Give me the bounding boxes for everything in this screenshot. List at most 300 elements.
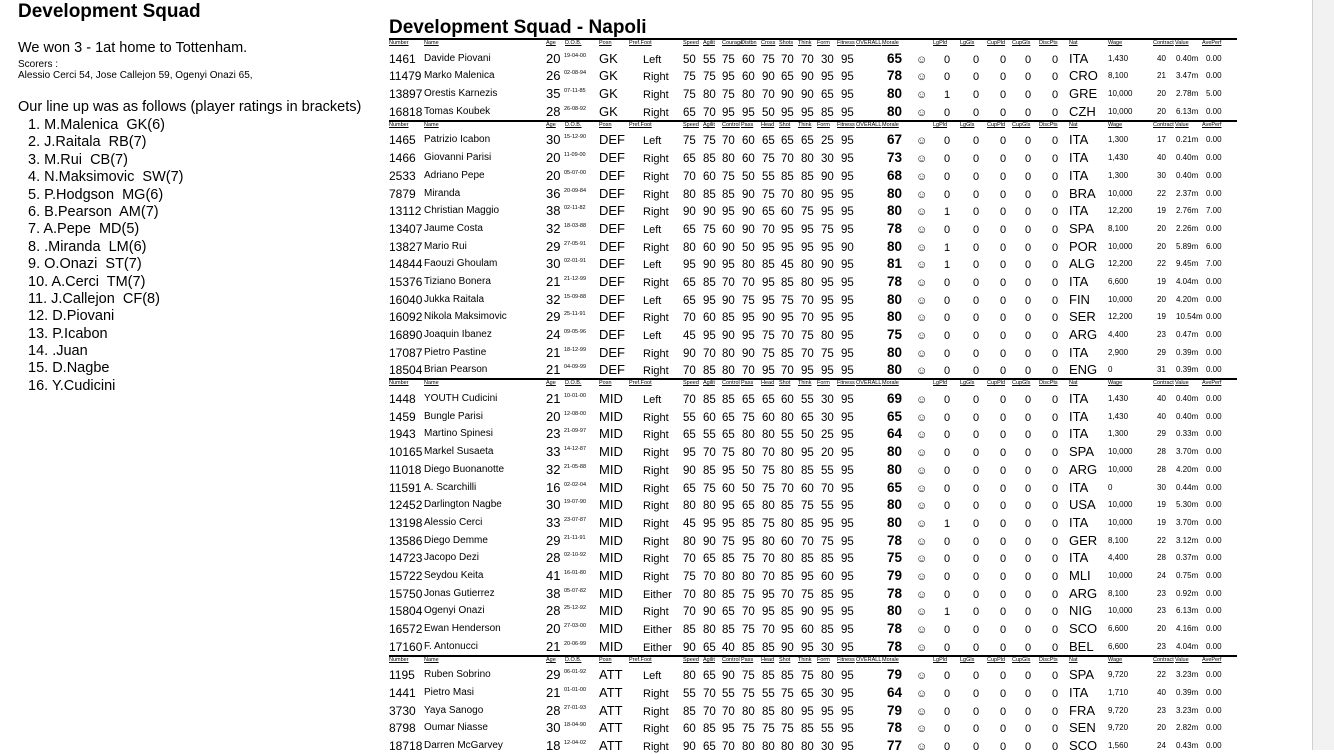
player-attribute: 95 [821, 241, 834, 254]
player-stat-cp: 0 [1000, 188, 1007, 201]
player-nationality: CRO [1069, 68, 1098, 84]
player-aveperf: 7.00 [1206, 206, 1222, 216]
player-stat-lp: 0 [944, 570, 951, 583]
player-attribute: 95 [841, 153, 854, 166]
column-header: Speed [683, 656, 699, 663]
table-row [389, 84, 1237, 102]
player-attribute: 90 [762, 71, 775, 84]
player-dob: 12-08-00 [564, 410, 587, 417]
player-attribute: 95 [703, 294, 716, 307]
table-row [389, 389, 1237, 407]
player-attribute: 95 [781, 312, 794, 325]
player-attribute: 85 [742, 517, 755, 530]
player-attribute: 70 [762, 624, 775, 636]
player-position: MID [599, 479, 623, 495]
player-attribute: 95 [841, 170, 854, 183]
column-header: LgGls [960, 380, 975, 387]
player-stat-cg: 0 [1025, 365, 1032, 378]
player-attribute: 70 [703, 705, 716, 718]
player-stat-lg: 0 [973, 135, 980, 148]
player-attribute: 70 [722, 276, 735, 289]
player-stat-lp: 0 [944, 106, 951, 119]
player-attribute: 85 [703, 723, 716, 736]
player-value: 0.37m [1176, 553, 1199, 563]
player-stat-dp: 0 [1052, 312, 1059, 325]
player-attribute: 95 [781, 223, 794, 236]
player-number: 11591 [389, 480, 422, 495]
player-aveperf: 0.00 [1206, 500, 1222, 510]
player-stat-lp: 0 [944, 365, 951, 378]
player-contract: 19 [1157, 500, 1166, 510]
player-attribute: 95 [683, 259, 696, 272]
player-stat-cp: 0 [1000, 153, 1007, 166]
column-header: D.O.B. [565, 380, 582, 387]
player-attribute: 75 [722, 89, 735, 102]
player-position: MID [599, 391, 623, 407]
player-position: DEF [599, 344, 625, 360]
player-attribute: 85 [703, 464, 716, 477]
match-result: We won 3 - 1at home to Tottenham. [18, 40, 248, 56]
player-attribute: 55 [781, 429, 794, 442]
column-header: Nat [1069, 380, 1078, 387]
player-attribute: 60 [742, 135, 755, 148]
player-stat-cg: 0 [1025, 394, 1032, 407]
player-age: 32 [546, 291, 561, 307]
player-position: MID [599, 585, 623, 601]
player-number: 1195 [389, 668, 415, 683]
player-stat-lp: 0 [944, 670, 951, 683]
player-position: ATT [599, 667, 623, 683]
player-foot: Right [643, 411, 669, 424]
player-aveperf: 0.00 [1206, 517, 1222, 527]
player-contract: 28 [1157, 464, 1166, 474]
player-aveperf: 7.00 [1206, 259, 1222, 269]
player-wage: 1,430 [1108, 153, 1129, 163]
column-header: Name [424, 380, 439, 387]
column-header: CupGls [1012, 121, 1031, 128]
player-position: ATT [599, 702, 623, 718]
player-attribute: 90 [722, 294, 735, 307]
player-nationality: ITA [1069, 273, 1089, 289]
player-aveperf: 0.00 [1206, 153, 1222, 163]
player-number: 8798 [389, 721, 416, 736]
player-value: 3.70m [1176, 447, 1199, 457]
player-stat-dp: 0 [1052, 464, 1059, 477]
player-attribute: 25 [821, 429, 834, 442]
player-aveperf: 0.00 [1206, 411, 1222, 421]
player-attribute: 30 [821, 688, 834, 701]
morale-smiley-icon: ☺ [916, 330, 928, 342]
player-nationality: SCO [1069, 738, 1098, 754]
player-value: 4.16m [1176, 624, 1199, 633]
player-attribute: 80 [703, 89, 716, 102]
player-number: 14723 [389, 551, 423, 566]
player-attribute: 65 [801, 688, 814, 701]
player-attribute: 90 [821, 170, 834, 183]
player-stat-cp: 0 [1000, 394, 1007, 407]
player-attribute: 95 [781, 241, 794, 254]
player-aveperf: 0.00 [1206, 294, 1222, 304]
player-wage: 10,000 [1108, 517, 1133, 527]
table-row [389, 683, 1237, 701]
player-stat-lg: 0 [973, 741, 980, 754]
player-name: Nikola Maksimovic [424, 311, 507, 323]
player-nationality: ITA [1069, 514, 1089, 530]
table-row [389, 343, 1237, 361]
player-stat-dp: 0 [1052, 553, 1059, 566]
morale-smiley-icon: ☺ [916, 705, 928, 718]
player-stat-cp: 0 [1000, 624, 1007, 636]
player-attribute: 95 [742, 312, 755, 325]
player-attribute: 95 [841, 259, 854, 272]
player-stat-cp: 0 [1000, 429, 1007, 442]
player-attribute: 95 [841, 411, 854, 424]
lineup-item: 13. P.Icabon [24, 325, 108, 342]
column-header: Number [389, 121, 409, 128]
player-foot: Right [643, 447, 669, 460]
column-header: DiscPts [1039, 656, 1058, 663]
player-name: Davide Piovani [424, 52, 491, 64]
player-stat-cp: 0 [1000, 71, 1007, 84]
lineup-item: 11. J.Callejon CF(8) [24, 290, 160, 307]
player-attribute: 95 [841, 741, 854, 754]
player-attribute: 85 [821, 553, 834, 566]
player-dob: 21-05-88 [564, 463, 587, 470]
player-position: MID [599, 408, 623, 424]
column-header: Fitness [837, 656, 855, 663]
player-dob: 21-12-99 [564, 275, 587, 282]
player-stat-dp: 0 [1052, 517, 1059, 530]
player-stat-cp: 0 [1000, 135, 1007, 148]
player-attribute: 75 [821, 347, 834, 360]
player-attribute: 60 [703, 241, 716, 254]
player-name: Bungle Parisi [424, 410, 483, 422]
player-attribute: 90 [742, 223, 755, 236]
player-dob: 06-01-92 [564, 669, 587, 676]
player-overall: 80 [887, 291, 903, 307]
player-age: 18 [546, 738, 561, 754]
player-contract: 23 [1157, 705, 1166, 715]
player-number: 18718 [389, 739, 423, 754]
player-nationality: ITA [1069, 479, 1089, 495]
player-attribute: 60 [703, 411, 716, 424]
player-attribute: 85 [801, 517, 814, 530]
player-position: ATT [599, 738, 623, 754]
morale-smiley-icon: ☺ [916, 241, 928, 254]
player-number: 16818 [389, 104, 423, 119]
player-value: 0.33m [1176, 429, 1199, 439]
player-stat-cg: 0 [1025, 535, 1032, 548]
player-foot: Either [643, 588, 672, 601]
player-foot: Right [643, 276, 669, 289]
player-contract: 40 [1157, 411, 1166, 421]
lineup-item: 14. .Juan [24, 343, 88, 360]
player-stat-cp: 0 [1000, 500, 1007, 513]
player-attribute: 65 [801, 411, 814, 424]
player-number: 15376 [389, 274, 423, 289]
player-attribute: 90 [683, 741, 696, 754]
player-stat-dp: 0 [1052, 347, 1059, 360]
column-header: Speed [683, 40, 699, 46]
player-stat-lg: 0 [973, 188, 980, 201]
player-nationality: NIG [1069, 603, 1093, 619]
player-stat-lp: 0 [944, 53, 951, 66]
player-attribute: 95 [841, 106, 854, 119]
player-attribute: 95 [722, 500, 735, 513]
player-attribute: 80 [722, 365, 735, 378]
player-attribute: 70 [703, 106, 716, 119]
column-header: Agilit [703, 40, 715, 46]
column-header: Pass [741, 121, 754, 128]
player-wage: 10,000 [1108, 606, 1133, 616]
player-stat-lg: 0 [973, 241, 980, 254]
player-position: MID [599, 461, 623, 477]
column-header: Speed [683, 380, 699, 387]
player-attribute: 60 [801, 624, 814, 636]
player-name: Patrizio Icabon [424, 134, 491, 146]
column-header: Name [424, 656, 439, 663]
player-foot: Right [643, 241, 669, 254]
player-aveperf: 0.00 [1206, 53, 1222, 63]
player-overall: 79 [887, 667, 903, 683]
player-overall: 78 [887, 638, 903, 654]
player-foot: Right [643, 89, 669, 102]
player-attribute: 65 [762, 135, 775, 148]
player-overall: 80 [887, 238, 903, 254]
player-wage: 10,000 [1108, 464, 1133, 474]
player-age: 26 [546, 68, 561, 84]
player-attribute: 95 [821, 294, 834, 307]
player-stat-dp: 0 [1052, 170, 1059, 183]
player-name: YOUTH Cudicini [424, 393, 498, 405]
morale-smiley-icon: ☺ [916, 188, 928, 201]
player-attribute: 55 [683, 411, 696, 424]
player-attribute: 65 [742, 394, 755, 407]
player-foot: Right [643, 71, 669, 84]
player-attribute: 75 [703, 223, 716, 236]
player-attribute: 80 [683, 500, 696, 513]
player-attribute: 70 [781, 153, 794, 166]
column-header: Number [389, 380, 409, 387]
player-stat-lg: 0 [973, 641, 980, 654]
column-header: Think [798, 121, 812, 128]
player-attribute: 95 [821, 276, 834, 289]
column-header: Form [817, 656, 830, 663]
lineup-item: 2. J.Raitala RB(7) [24, 134, 147, 151]
player-attribute: 75 [722, 53, 735, 66]
morale-smiley-icon: ☺ [916, 411, 928, 424]
player-value: 0.39m [1176, 347, 1199, 357]
player-contract: 40 [1157, 394, 1166, 404]
player-foot: Right [643, 570, 669, 583]
column-header: Pref.Foot [629, 656, 652, 663]
player-number: 1461 [389, 51, 416, 66]
player-attribute: 65 [683, 153, 696, 166]
player-attribute: 80 [683, 670, 696, 683]
player-aveperf: 5.00 [1206, 89, 1222, 99]
player-attribute: 70 [781, 588, 794, 601]
player-age: 21 [546, 344, 561, 360]
player-stat-dp: 0 [1052, 606, 1059, 619]
column-header: Form [817, 121, 830, 128]
player-position: GK [599, 86, 618, 102]
player-contract: 22 [1157, 259, 1166, 269]
player-foot: Left [643, 394, 662, 407]
column-header: CupPld [987, 121, 1006, 128]
player-number: 1441 [389, 686, 416, 701]
player-contract: 30 [1157, 170, 1166, 180]
player-attribute: 90 [722, 241, 735, 254]
player-attribute: 55 [821, 500, 834, 513]
player-nationality: BRA [1069, 185, 1096, 201]
player-attribute: 95 [841, 517, 854, 530]
morale-smiley-icon: ☺ [916, 347, 928, 360]
player-aveperf: 6.00 [1206, 241, 1222, 251]
player-name: Brian Pearson [424, 364, 488, 376]
player-wage: 10,000 [1108, 500, 1133, 510]
player-attribute: 95 [841, 71, 854, 84]
column-header: Morale [882, 121, 899, 128]
player-name: Giovanni Parisi [424, 152, 492, 164]
player-attribute: 95 [841, 223, 854, 236]
player-stat-lg: 0 [973, 535, 980, 548]
player-stat-lp: 0 [944, 429, 951, 442]
player-aveperf: 0.00 [1206, 188, 1222, 198]
player-dob: 25-11-91 [564, 311, 586, 318]
player-stat-lp: 0 [944, 464, 951, 477]
player-overall: 81 [887, 256, 903, 272]
morale-smiley-icon: ☺ [916, 570, 928, 583]
column-header: Fitness [837, 40, 855, 46]
player-attribute: 95 [801, 705, 814, 718]
player-aveperf: 0.00 [1206, 741, 1222, 751]
player-attribute: 95 [801, 365, 814, 378]
player-nationality: CZH [1069, 103, 1096, 119]
player-attribute: 55 [762, 170, 775, 183]
player-attribute: 80 [742, 89, 755, 102]
player-attribute: 70 [722, 705, 735, 718]
player-number: 11018 [389, 462, 422, 477]
player-attribute: 70 [742, 276, 755, 289]
table-row [389, 67, 1237, 85]
player-attribute: 95 [841, 394, 854, 407]
player-attribute: 90 [722, 670, 735, 683]
player-contract: 23 [1157, 588, 1166, 598]
column-header: AvePerf [1202, 121, 1222, 128]
player-contract: 23 [1157, 330, 1166, 339]
player-attribute: 85 [762, 641, 775, 654]
player-overall: 80 [887, 497, 903, 513]
player-attribute: 70 [683, 588, 696, 601]
player-contract: 24 [1157, 741, 1166, 751]
player-attribute: 75 [781, 294, 794, 307]
player-attribute: 95 [801, 641, 814, 654]
player-stat-lp: 1 [944, 606, 951, 619]
player-attribute: 75 [703, 135, 716, 148]
player-age: 28 [546, 603, 561, 619]
player-overall: 64 [887, 685, 903, 701]
player-stat-cp: 0 [1000, 482, 1007, 495]
player-contract: 20 [1157, 241, 1166, 251]
player-attribute: 90 [683, 641, 696, 654]
player-attribute: 90 [683, 206, 696, 219]
column-header: Agilit [703, 380, 715, 387]
player-dob: 10-01-00 [564, 393, 587, 400]
player-attribute: 25 [821, 135, 834, 148]
player-stat-dp: 0 [1052, 206, 1059, 219]
player-attribute: 85 [801, 723, 814, 736]
table-row [389, 102, 1237, 120]
player-attribute: 90 [683, 464, 696, 477]
player-age: 23 [546, 426, 561, 442]
player-attribute: 65 [683, 294, 696, 307]
player-value: 0.75m [1176, 570, 1199, 580]
player-aveperf: 0.00 [1206, 312, 1222, 322]
player-stat-lg: 0 [973, 464, 980, 477]
player-overall: 69 [887, 391, 903, 407]
table-row [389, 637, 1237, 655]
player-value: 2.78m [1176, 89, 1199, 99]
player-attribute: 30 [821, 641, 834, 654]
player-contract: 31 [1157, 365, 1166, 375]
column-header: Value [1175, 656, 1189, 663]
player-attribute: 75 [762, 153, 775, 166]
player-age: 29 [546, 532, 561, 548]
player-number: 1466 [389, 151, 416, 166]
player-dob: 18-04-90 [564, 722, 587, 729]
player-age: 24 [546, 327, 561, 342]
player-attribute: 75 [801, 206, 814, 219]
player-aveperf: 0.00 [1206, 588, 1222, 598]
player-nationality: GER [1069, 532, 1098, 548]
player-position: GK [599, 50, 618, 66]
player-wage: 9,720 [1108, 723, 1129, 733]
player-stat-lg: 0 [973, 570, 980, 583]
player-stat-lg: 0 [973, 312, 980, 325]
player-stat-cg: 0 [1025, 705, 1032, 718]
player-contract: 40 [1157, 153, 1166, 163]
player-attribute: 95 [722, 517, 735, 530]
player-nationality: POR [1069, 238, 1098, 254]
player-foot: Right [643, 741, 669, 754]
player-age: 29 [546, 667, 561, 683]
player-stat-lp: 0 [944, 741, 951, 754]
player-overall: 80 [887, 514, 903, 530]
player-name: Mario Rui [424, 240, 467, 252]
player-age: 21 [546, 273, 561, 289]
player-attribute: 80 [781, 464, 794, 477]
player-attribute: 95 [841, 624, 854, 636]
player-attribute: 60 [762, 411, 775, 424]
player-age: 30 [546, 497, 561, 513]
player-stat-lp: 0 [944, 312, 951, 325]
player-aveperf: 0.00 [1206, 223, 1222, 233]
morale-smiley-icon: ☺ [916, 670, 928, 683]
player-value: 6.13m [1176, 106, 1199, 116]
player-number: 7879 [389, 186, 416, 201]
player-stat-cp: 0 [1000, 553, 1007, 566]
player-attribute: 70 [781, 482, 794, 495]
column-header: DiscPts [1039, 40, 1058, 46]
player-attribute: 85 [762, 705, 775, 718]
player-attribute: 85 [781, 670, 794, 683]
player-value: 6.13m [1176, 606, 1199, 616]
player-wage: 1,300 [1108, 170, 1129, 180]
player-dob: 20-09-84 [564, 187, 587, 194]
player-attribute: 95 [841, 641, 854, 654]
player-value: 5.30m [1176, 500, 1199, 510]
player-wage: 12,200 [1108, 312, 1133, 322]
